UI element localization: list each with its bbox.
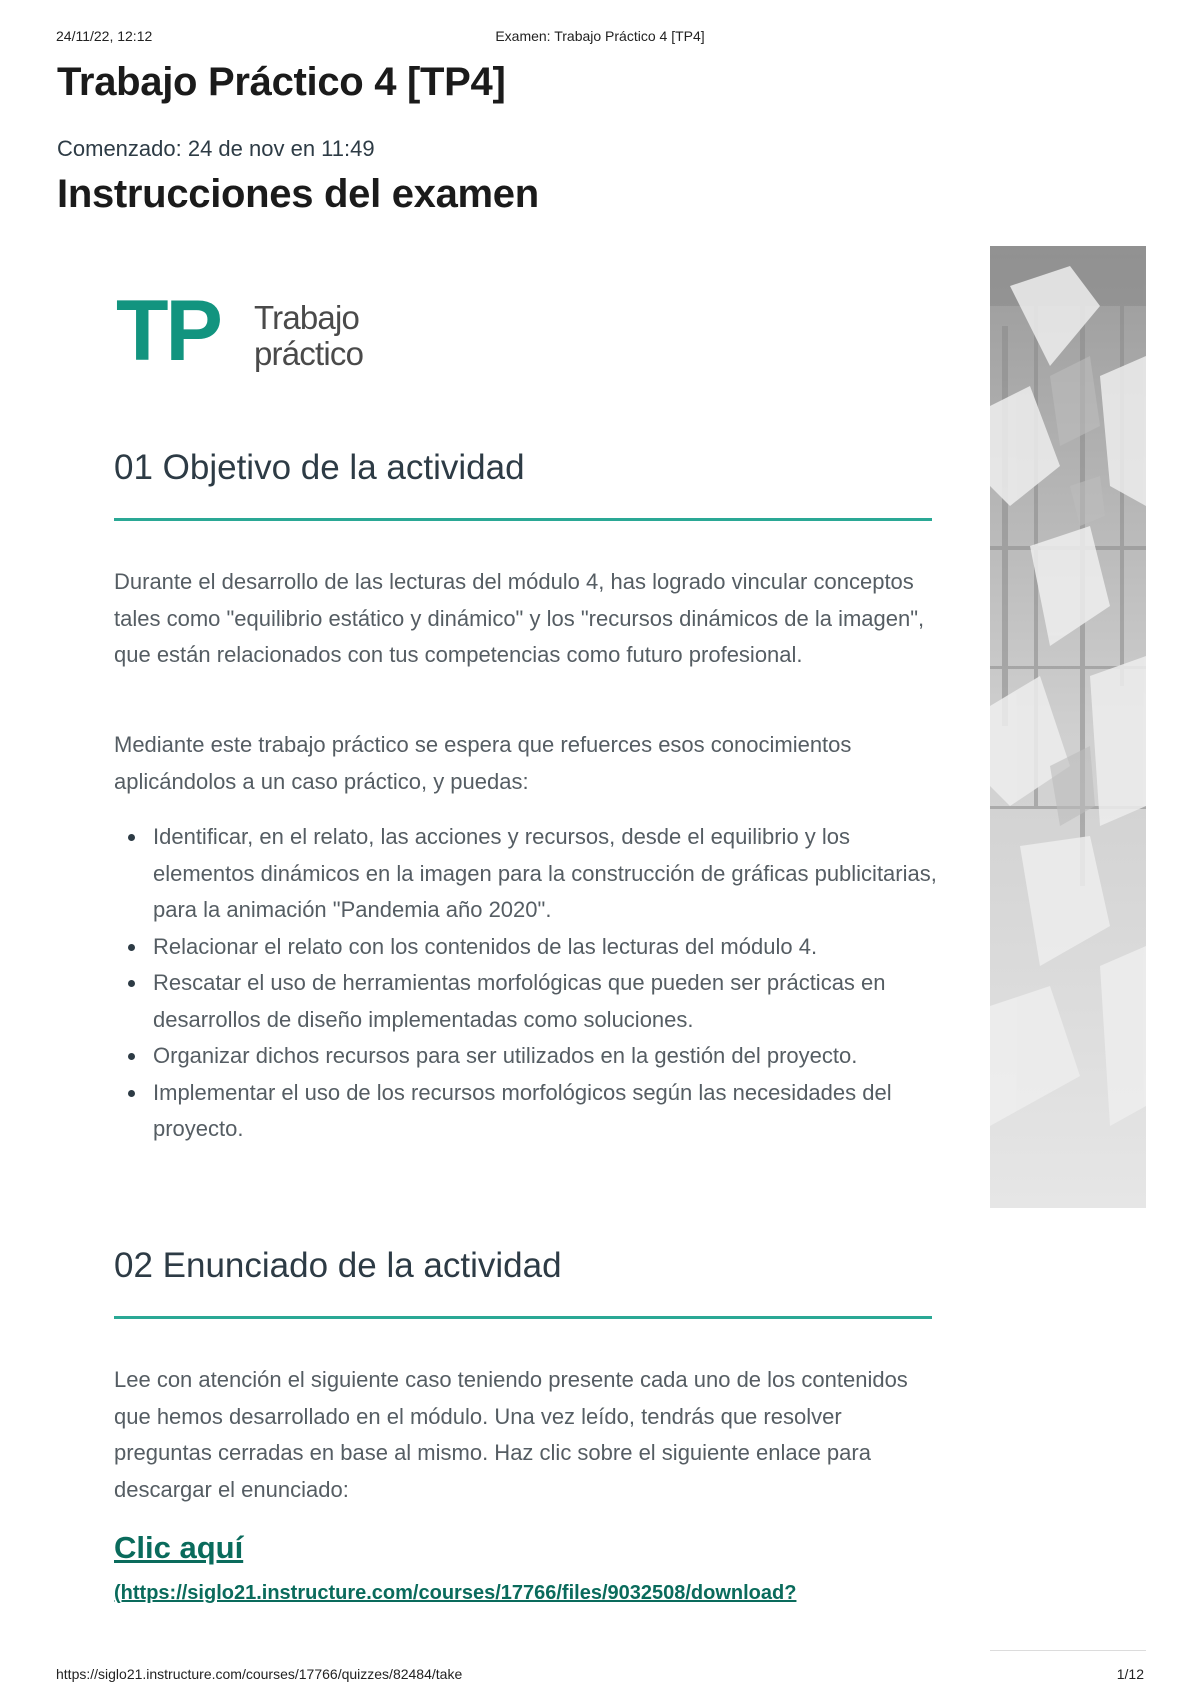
tp-logo-mark: TP	[116, 283, 220, 379]
list-item	[114, 1038, 940, 1075]
list-item	[114, 1075, 940, 1148]
list-item	[114, 965, 940, 1038]
section1-paragraph1: Durante el desarrollo de las lecturas del módulo 4, has logrado vincular conceptos tales como "equilibrio estático y dinámico" y los "recursos dinámicos de la imagen", que están relacionados con tus competencias como futuro profesional.	[114, 569, 925, 667]
section2-divider	[114, 1316, 932, 1319]
page-title: Trabajo Práctico 4 [TP4]	[57, 60, 506, 104]
section1-paragraph2: Mediante este trabajo práctico se espera que refuerces esos conocimientos aplicándolos a un caso práctico, y puedas:	[114, 732, 852, 794]
list-item-text: Identificar, en el relato, las acciones y recursos, desde el equilibrio y los elementos dinámicos en la imagen para la construcción de gráficas publicitarias, para la animación "Pandemia año 2020".	[153, 824, 937, 922]
instructions-heading: Instrucciones del examen	[57, 172, 539, 216]
print-datetime: 24/11/22, 12:12	[56, 28, 153, 44]
list-item-text: Organizar dichos recursos para ser utilizados en la gestión del proyecto.	[153, 1043, 858, 1068]
tp-logo-text	[254, 300, 363, 372]
bullet-icon	[128, 1090, 135, 1097]
print-page-number: 1/12	[1116, 1666, 1144, 1682]
bullet-icon	[128, 834, 135, 841]
print-page-title: Examen: Trabajo Práctico 4 [TP4]	[495, 28, 705, 44]
print-footer-url: https://siglo21.instructure.com/courses/17766/quizzes/82484/take	[56, 1666, 463, 1682]
tp-logo	[116, 283, 396, 379]
print-header	[56, 28, 1144, 48]
list-item-text: Implementar el uso de los recursos morfológicos según las necesidades del proyecto.	[153, 1079, 892, 1141]
footer-divider	[990, 1650, 1146, 1651]
section2-paragraph: Lee con atención el siguiente caso teniendo presente cada uno de los contenidos que hemos desarrollado en el módulo. Una vez leído, tendrás que resolver preguntas cerradas en base al mismo. Haz clic sobre el siguiente enlace para descargar el enunciado:	[114, 1367, 908, 1502]
tp-logo-line2: práctico	[254, 335, 364, 372]
download-url-link[interactable]: (https://siglo21.instructure.com/courses/17766/files/9032508/download?	[114, 1582, 797, 1604]
list-item	[114, 929, 940, 966]
objectives-list	[114, 819, 940, 1148]
list-item-text: Rescatar el uso de herramientas morfológicas que pueden ser prácticas en desarrollos de diseño implementadas como soluciones.	[153, 970, 886, 1032]
started-timestamp: Comenzado: 24 de nov en 11:49	[57, 136, 375, 161]
decorative-architecture-image	[990, 246, 1146, 1208]
print-footer	[56, 1666, 1144, 1686]
section1-heading: 01 Objetivo de la actividad	[114, 448, 525, 487]
download-link[interactable]: Clic aquí	[114, 1530, 244, 1565]
list-item-text: Relacionar el relato con los contenidos de las lecturas del módulo 4.	[153, 933, 818, 959]
bullet-icon	[128, 980, 135, 987]
section1-divider	[114, 518, 932, 521]
list-item	[114, 819, 940, 929]
bullet-icon	[128, 1053, 135, 1060]
section2-heading: 02 Enunciado de la actividad	[114, 1246, 562, 1285]
tp-logo-line1: Trabajo	[254, 299, 360, 336]
bullet-icon	[128, 944, 135, 951]
